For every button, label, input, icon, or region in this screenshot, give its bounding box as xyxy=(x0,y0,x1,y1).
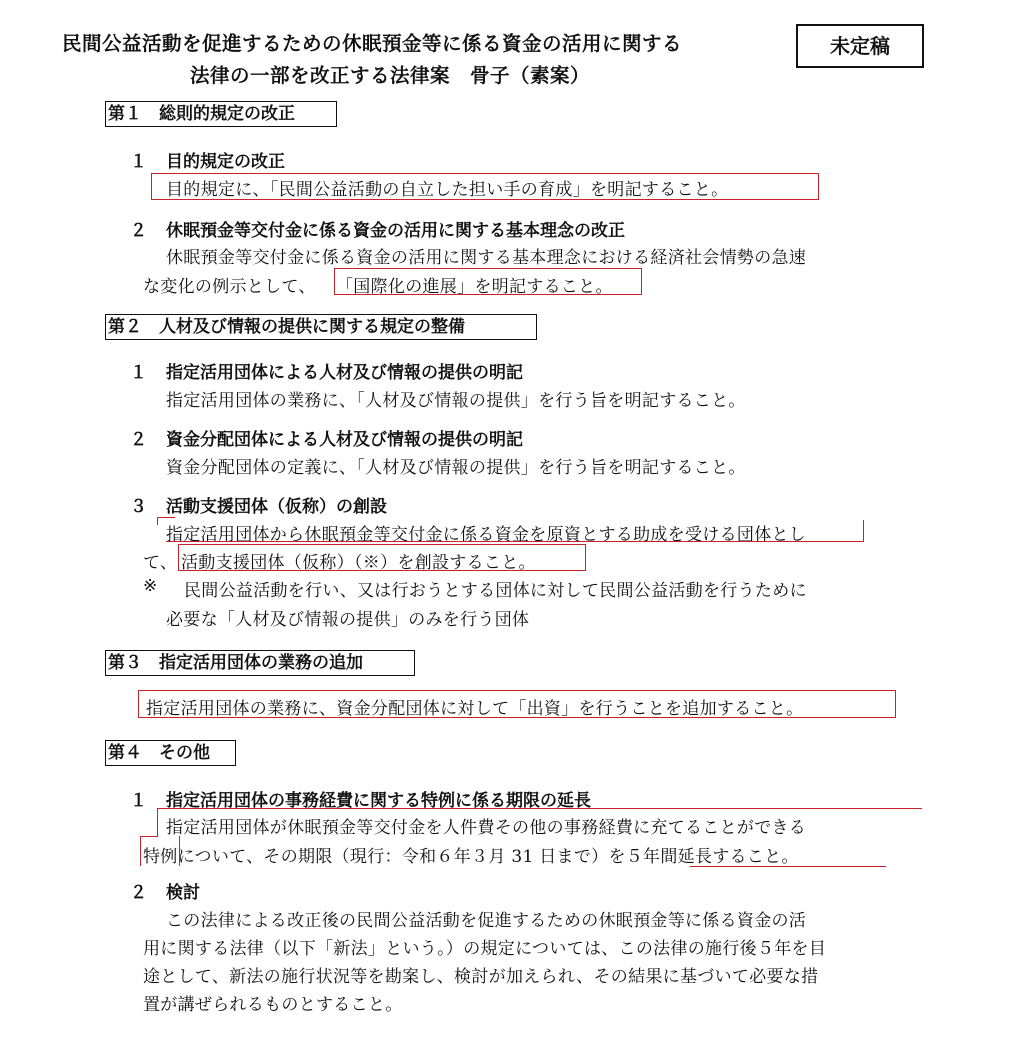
s2-note-mark: ※ xyxy=(143,576,158,596)
section-2-heading: 第２ 人材及び情報の提供に関する規定の整備 xyxy=(105,314,537,340)
s2-item-2-text: 資金分配団体の定義に、「人材及び情報の提供」を行う旨を明記すること。 xyxy=(166,458,746,478)
s4-item-2-text-line-1: この法律による改正後の民間公益活動を促進するための休眠預金等に係る資金の活 xyxy=(166,911,807,931)
highlight-underline xyxy=(166,541,864,542)
s2-item-2-number: ２ xyxy=(130,430,147,450)
highlight-underline xyxy=(690,866,886,867)
s2-item-1-heading: 指定活用団体による人材及び情報の提供の明記 xyxy=(166,363,523,383)
s4-item-1-text-line-2: 特例について、その期限（現行：令和６年３月 31 日まで）を５年間延長すること。 xyxy=(143,847,799,867)
highlight-line xyxy=(140,836,158,837)
s1-item-1-heading: 目的規定の改正 xyxy=(166,152,285,172)
s1-item-1-text: 目的規定に、「民間公益活動の自立した担い手の育成」を明記すること。 xyxy=(166,180,729,200)
document-title-line-1: 民間公益活動を促進するための休眠預金等に係る資金の活用に関する xyxy=(62,32,683,55)
s4-item-2-text-line-4: 置が講ぜられるものとすること。 xyxy=(143,995,403,1015)
s2-note-line-1: 民間公益活動を行い、又は行おうとする団体に対して民間公益活動を行うために xyxy=(184,581,807,601)
section-1-heading: 第１ 総則的規定の改正 xyxy=(105,101,337,127)
highlight-line xyxy=(157,517,158,525)
s1-item-2-number: ２ xyxy=(130,221,147,241)
s2-item-1-text: 指定活用団体の業務に、「人材及び情報の提供」を行う旨を明記すること。 xyxy=(166,391,746,411)
s4-item-2-text-line-2: 用に関する法律（以下「新法」という。）の規定については、この法律の施行後５年を目 xyxy=(143,939,827,959)
s4-item-1-heading: 指定活用団体の事務経費に関する特例に係る期限の延長 xyxy=(166,791,591,811)
highlight-line xyxy=(157,517,175,518)
s1-item-2-text-line-1: 休眠預金等交付金に係る資金の活用に関する基本理念における経済社会情勢の急速 xyxy=(166,248,807,268)
s2-note-line-2: 必要な「人材及び情報の提供」のみを行う団体 xyxy=(166,610,530,630)
s2-item-3-text-line-1: 指定活用団体から休眠預金等交付金に係る資金を原資とする助成を受ける団体とし xyxy=(166,525,807,545)
highlight-line xyxy=(863,520,864,541)
section-3-heading: 第３ 指定活用団体の業務の追加 xyxy=(105,650,415,676)
s4-item-2-heading: 検討 xyxy=(166,883,200,903)
s2-item-3-number: ３ xyxy=(130,497,147,517)
s1-item-2-heading: 休眠預金等交付金に係る資金の活用に関する基本理念の改正 xyxy=(166,221,625,241)
s1-item-2-highlight: 「国際化の進展」を明記すること。 xyxy=(336,277,613,297)
s2-item-2-heading: 資金分配団体による人材及び情報の提供の明記 xyxy=(166,430,523,450)
highlight-line xyxy=(140,836,141,866)
s4-item-2-text-line-3: 途として、新法の施行状況等を勘案し、検討が加えられ、その結果に基づいて必要な措 xyxy=(143,967,819,987)
s2-item-1-number: １ xyxy=(130,363,147,383)
draft-stamp: 未定稿 xyxy=(796,24,924,68)
highlight-line xyxy=(157,808,158,836)
s4-item-2-number: ２ xyxy=(130,883,147,903)
s2-item-3-text-line-2: て、 xyxy=(143,553,178,573)
highlight-line xyxy=(157,808,922,809)
s2-item-3-heading: 活動支援団体（仮称）の創設 xyxy=(166,497,387,517)
s4-item-1-number: １ xyxy=(130,791,147,811)
s3-text: 指定活用団体の業務に、資金分配団体に対して「出資」を行うことを追加すること。 xyxy=(146,699,804,719)
s4-item-1-text-line-1: 指定活用団体が休眠預金等交付金を人件費その他の事務経費に充てることができる xyxy=(166,818,807,838)
s2-item-3-highlight: 活動支援団体（仮称）（※）を創設すること。 xyxy=(181,553,536,573)
s1-item-2-text-line-2: な変化の例示として、 xyxy=(143,277,316,297)
section-4-heading: 第４ その他 xyxy=(105,740,236,766)
document-title-line-2: 法律の一部を改正する法律案 骨子（素案） xyxy=(190,64,591,87)
s1-item-1-number: １ xyxy=(130,152,147,172)
